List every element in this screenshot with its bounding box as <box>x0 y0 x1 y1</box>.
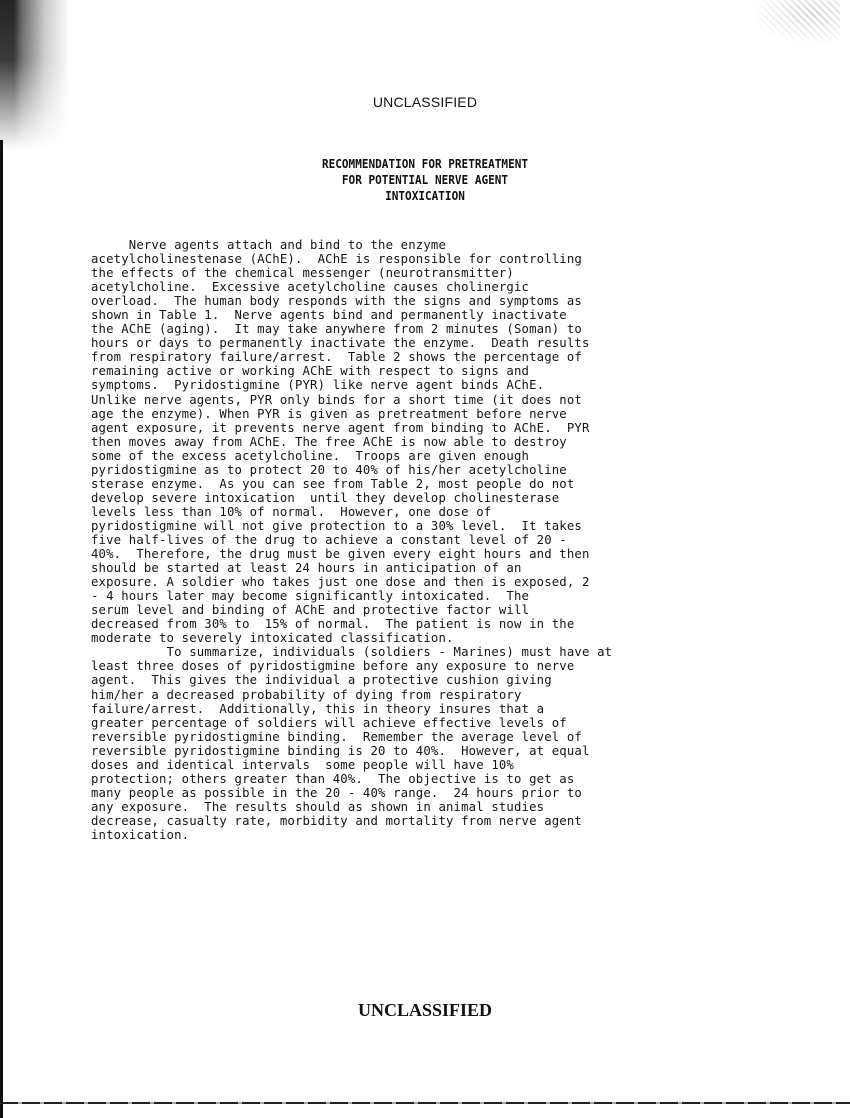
body-text-line: some of the excess acetylcholine. Troops are given enough <box>91 448 530 463</box>
body-text-line: overload. The human body responds with the signs and symptoms as <box>91 294 582 309</box>
body-text-line: the effects of the chemical messenger (neurotransmitter) <box>91 266 514 281</box>
body-text-line: symptoms. Pyridostigmine (PYR) like nerve agent binds AChE. <box>91 378 545 393</box>
body-text-line: greater percentage of soldiers will achieve effective levels of <box>91 715 567 730</box>
body-text-line: acetylcholine. Excessive acetylcholine causes cholinergic <box>91 280 530 295</box>
title-line: RECOMMENDATION FOR PRETREATMENT <box>321 157 529 171</box>
body-text-line: Unlike nerve agents, PYR only binds for a short time (it does not <box>91 392 582 407</box>
body-text-line: from respiratory failure/arrest. Table 2 shows the percentage of <box>91 350 582 365</box>
body-text-line: develop severe intoxication until they develop cholinesterase <box>91 490 560 505</box>
body-text-line: failure/arrest. Additionally, this in theory insures that a <box>91 701 545 716</box>
body-text-line: then moves away from AChE. The free AChE is now able to destroy <box>91 434 567 449</box>
header-classification-marking: UNCLASSIFIED <box>372 94 478 110</box>
body-text-line: reversible pyridostigmine binding. Remember the average level of <box>91 729 582 744</box>
body-text-line: any exposure. The results should as shown in animal studies <box>91 799 545 814</box>
body-text-line: agent. This gives the individual a protective cushion giving <box>91 673 552 688</box>
body-text-line: five half-lives of the drug to achieve a constant level of 20 - <box>91 532 567 547</box>
body-text-line: moderate to severely intoxicated classification. <box>91 631 454 646</box>
title-line: FOR POTENTIAL NERVE AGENT <box>341 173 509 187</box>
body-text-line: least three doses of pyridostigmine before any exposure to nerve <box>91 659 575 674</box>
body-text-line: levels less than 10% of normal. However, one dose of <box>91 504 492 519</box>
body-text-line: - 4 hours later may become significantly intoxicated. The <box>91 589 530 604</box>
document-title <box>0 156 850 204</box>
page-left-border <box>0 140 3 1118</box>
scan-artifact-left <box>0 0 70 150</box>
body-text-line: doses and identical intervals some people will have 10% <box>91 757 514 772</box>
body-text-line: 40%. Therefore, the drug must be given every eight hours and then <box>91 547 590 562</box>
page-bottom-rule <box>0 1102 850 1104</box>
body-text-line: remaining active or working AChE with respect to signs and <box>91 364 530 379</box>
body-text-line: Nerve agents attach and bind to the enzyme <box>91 238 447 252</box>
body-text-line: sterase enzyme. As you can see from Table 2, most people do not <box>91 476 575 491</box>
body-text-line: pyridostigmine as to protect 20 to 40% of his/her acetylcholine <box>91 462 567 477</box>
body-text-line: should be started at least 24 hours in anticipation of an <box>91 561 522 576</box>
footer-classification-marking: UNCLASSIFIED <box>357 1000 493 1020</box>
body-text-line: decreased from 30% to 15% of normal. The patient is now in the <box>91 617 575 632</box>
title-line: INTOXICATION <box>385 189 465 203</box>
body-text <box>91 238 766 842</box>
scan-artifact-right <box>750 0 840 45</box>
body-text-line: many people as possible in the 20 - 40% range. 24 hours prior to <box>91 785 582 800</box>
body-text-line: acetylcholinestenase (AChE). AChE is responsible for controlling <box>91 252 582 267</box>
body-text-line: exposure. A soldier who takes just one dose and then is exposed, 2 <box>91 575 590 590</box>
body-text-line: intoxication. <box>91 827 190 842</box>
body-text-line: hours or days to permanently inactivate the enzyme. Death results <box>91 336 590 351</box>
body-text-line: shown in Table 1. Nerve agents bind and permanently inactivate <box>91 308 567 323</box>
body-text-line: pyridostigmine will not give protection to a 30% level. It takes <box>91 518 582 533</box>
body-text-line: reversible pyridostigmine binding is 20 to 40%. However, at equal <box>91 743 590 758</box>
body-text-line: agent exposure, it prevents nerve agent from binding to AChE. PYR <box>91 420 590 435</box>
body-text-line: age the enzyme). When PYR is given as pretreatment before nerve <box>91 406 567 421</box>
body-text-line: decrease, casualty rate, morbidity and mortality from nerve agent <box>91 813 582 828</box>
body-text-line: To summarize, individuals (soldiers - Marines) must have at <box>91 645 613 660</box>
body-text-line: protection; others greater than 40%. The objective is to get as <box>91 771 575 786</box>
body-text-line: serum level and binding of AChE and protective factor will <box>91 603 530 618</box>
body-text-line: him/her a decreased probability of dying from respiratory <box>91 687 522 702</box>
body-text-line: the AChE (aging). It may take anywhere from 2 minutes (Soman) to <box>91 322 582 337</box>
